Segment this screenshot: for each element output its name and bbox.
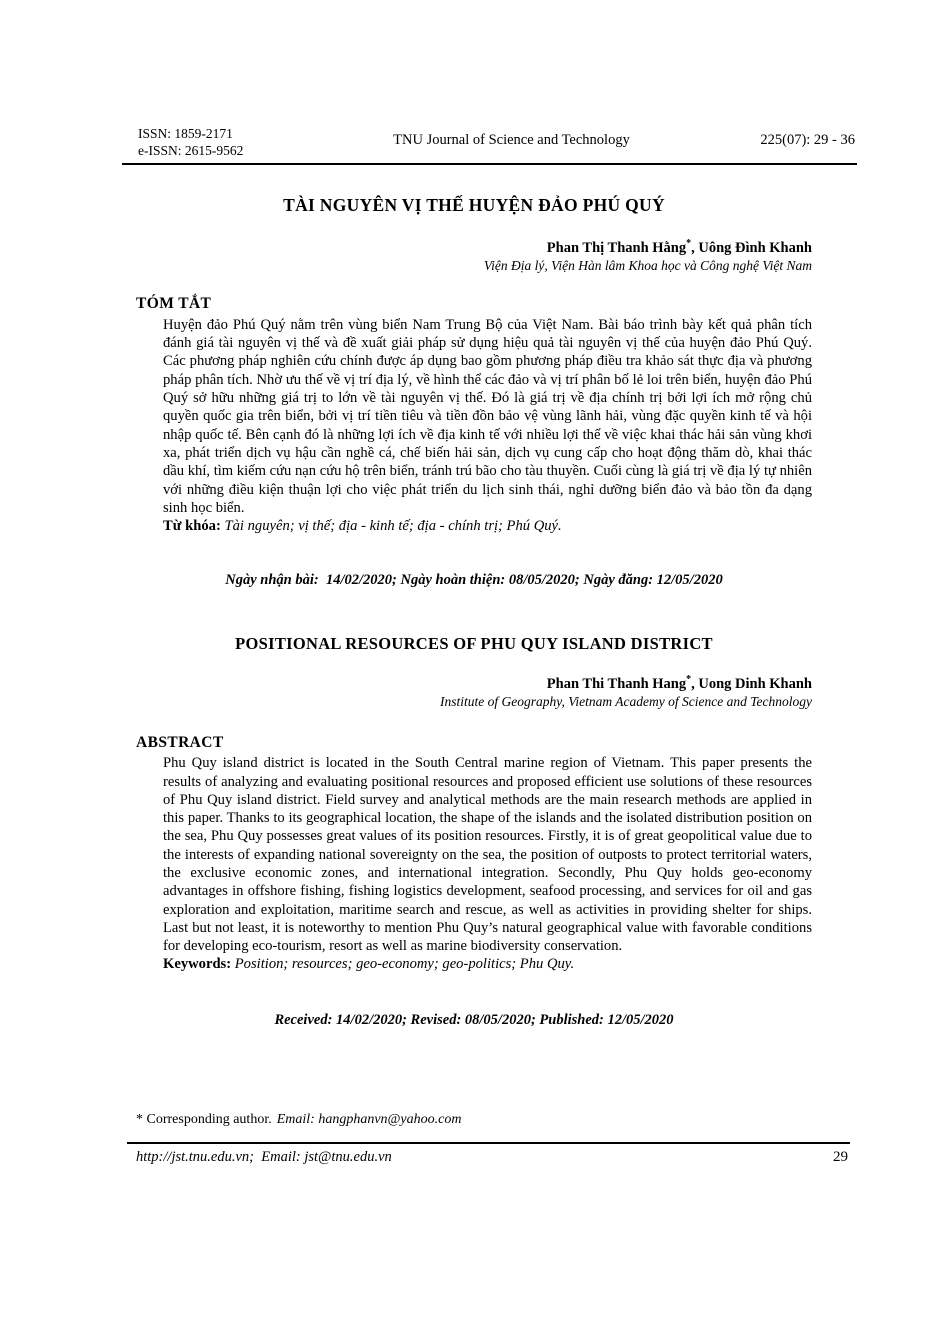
footnote-marker: * Corresponding author. — [136, 1111, 272, 1127]
keywords-line-vietnamese — [163, 517, 812, 535]
author-name-second: , Uông Đình Khanh — [691, 239, 812, 256]
author-name: Phan Thị Thanh Hằng — [546, 239, 687, 256]
keywords-label-english: Keywords: — [163, 956, 232, 973]
keywords-text-english: Position; resources; geo-economy; geo-politics; Phu Quy. — [234, 956, 575, 973]
abstract-text-vietnamese: Huyện đảo Phú Quý nằm trên vùng biển Nam Trung Bộ của Việt Nam. Bài báo trình bày kết quả phân tích đánh giá tài nguyên vị thế và đề xuất giải pháp sử dụng hiệu quả tài nguyên vị thế của huyện đảo Phú Quý. Các phương pháp nghiên cứu chính được áp dụng bao gồm phương pháp điều tra khảo sát thực địa và phương pháp phân tích. Nhờ ưu thế về vị trí địa lý, về hình thể các đảo và vị trí phân bố lẻ loi trên biển, huyện đảo Phú Quý sở hữu những giá trị to lớn về tài nguyên vị thế. Đó là giá trị về địa chính trị bởi lợi ích mở rộng chủ quyền quốc gia trên biển, bởi vị trí tiền tiêu và tiền đồn bảo vệ vùng lãnh hải, vùng đặc quyền kinh tế và hội nhập quốc tế. Bên cạnh đó là những lợi ích về địa kinh tế với nhiều lợi thế về việc khai thác hải sản vùng khơi xa, phát triển dịch vụ hậu cần nghề cá, chế biến hải sản, dịch vụ cung cấp cho hoạt động thăm dò, khai thác dầu khí, tìm kiếm cứu nạn cứu hộ trên biển, tránh trú bão cho tàu thuyền. Cuối cùng là giá trị về địa lý tự nhiên với những điều kiện thuận lợi cho việc phát triển du lịch sinh thái, nghỉ dưỡng biển đảo và bảo tồn đa dạng sinh học biển. — [163, 316, 812, 516]
author-name-second-en: , Uong Dinh Khanh — [691, 676, 812, 693]
footer-divider — [127, 1142, 850, 1144]
journal-website: http://jst.tnu.edu.vn; Email: jst@tnu.edu.vn — [136, 1148, 392, 1165]
issn-print: ISSN: 1859-2171 — [138, 126, 233, 141]
page-number: 29 — [833, 1148, 848, 1165]
article-title-english: POSITIONAL RESOURCES OF PHU QUY ISLAND DISTRICT — [235, 634, 713, 654]
corresponding-author-marker: * — [686, 238, 692, 249]
journal-name: TNU Journal of Science and Technology — [393, 132, 630, 148]
corresponding-author-marker-en: * — [686, 674, 692, 686]
article-dates-vietnamese: Ngày nhận bài: 14/02/2020; Ngày hoàn thiện: 08/05/2020; Ngày đăng: 12/05/2020 — [225, 572, 723, 589]
page-footer — [127, 1142, 850, 1166]
article-dates-english: Received: 14/02/2020; Revised: 08/05/2020; Published: 12/05/2020 — [274, 1011, 674, 1028]
keywords-label-vietnamese: Từ khóa: — [163, 518, 221, 535]
abstract-heading-vietnamese: TÓM TẮT — [136, 294, 212, 312]
abstract-heading-english: ABSTRACT — [136, 734, 224, 752]
issn-block — [138, 125, 328, 159]
authors-english — [136, 674, 812, 693]
issue-info: 225(07): 29 - 36 — [760, 132, 855, 148]
affiliation-vietnamese: Viện Địa lý, Viện Hàn lâm Khoa học và Công nghệ Việt Nam — [483, 257, 812, 273]
abstract-text-english: Phu Quy island district is located in the South Central marine region of Vietnam. This paper presents the results of analyzing and evaluating positional resources and proposed efficient use solutions of these resources of Phu Quy island district. Field survey and analytical methods are the main research methods are applied in this paper. Thanks to its geographical location, the shape of the islands and the isolated distribution position on the sea, Phu Quy possesses great values of its position resources. Firstly, it is of great geopolitical value due to the interests of expanding national sovereignty on the sea, the position of outposts to protect territorial waters, the exclusive economic zones, and international integration. Secondly, Phu Quy holds geo-economy advantages in offshore fishing, fishing logistics development, seafood processing, and services for oil and gas exploration and exploitation, maritime search and rescue, as well as activities in providing shelter for ships. Last but not least, it is noteworthy to mention Phu Quy’s natural geographical value with favorable conditions for developing eco-tourism, resort as well as marine biodiversity conservation. — [163, 755, 812, 955]
author-name-en: Phan Thi Thanh Hang — [546, 676, 687, 693]
authors-vietnamese — [136, 238, 812, 257]
corresponding-author-email: Email: hangphanvn@yahoo.com — [276, 1111, 462, 1127]
issn-electronic: e-ISSN: 2615-9562 — [138, 143, 244, 158]
article-title-vietnamese: TÀI NGUYÊN VỊ THẾ HUYỆN ĐẢO PHÚ QUÝ — [283, 195, 665, 215]
keywords-line-english — [163, 955, 812, 973]
corresponding-author-footnote — [136, 1112, 812, 1128]
article-content — [136, 195, 812, 1128]
keywords-text-vietnamese: Tài nguyên; vị thế; địa - kinh tế; địa - chính trị; Phú Quý. — [224, 518, 562, 535]
affiliation-english: Institute of Geography, Vietnam Academy of Science and Technology — [439, 694, 812, 710]
page-header — [122, 125, 857, 165]
header-divider — [122, 163, 857, 165]
